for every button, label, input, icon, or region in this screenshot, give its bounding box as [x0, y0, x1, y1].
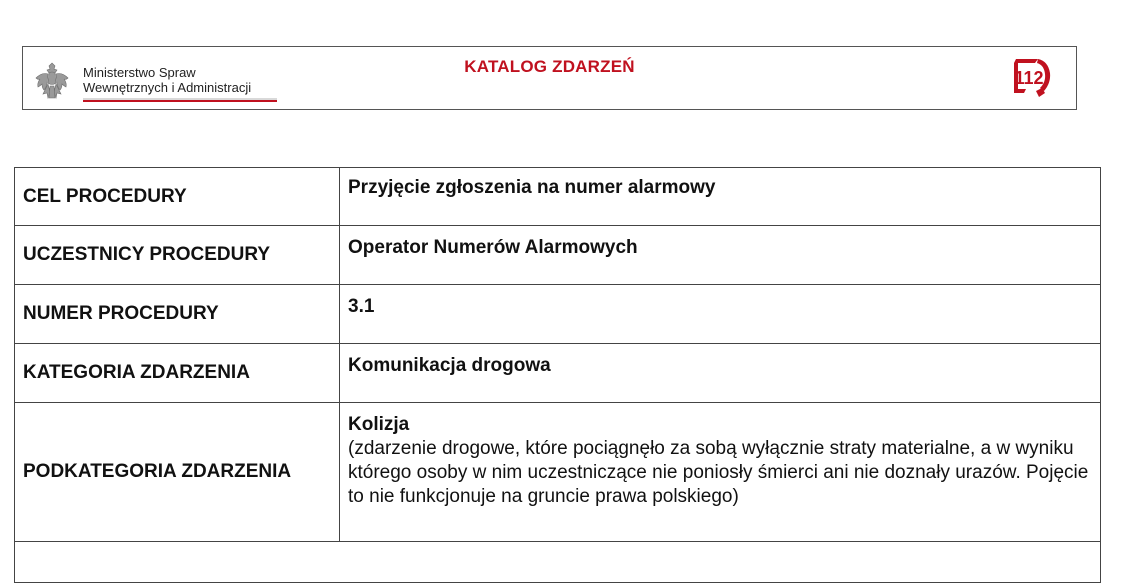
- subcategory-name: Kolizja: [348, 414, 410, 435]
- emergency-112-logo-icon: [1006, 53, 1054, 103]
- row-value: Przyjęcie zgłoszenia na numer alarmowy: [340, 168, 1101, 226]
- row-value-with-description: [340, 403, 1101, 542]
- row-label: KATEGORIA ZDARZENIA: [15, 344, 340, 403]
- table-row: [15, 226, 1101, 285]
- flag-stripe-red: [83, 100, 277, 102]
- row-value: Operator Numerów Alarmowych: [340, 226, 1101, 285]
- table-row: [15, 168, 1101, 226]
- table-row: [15, 403, 1101, 542]
- page-title: KATALOG ZDARZEŃ: [464, 57, 635, 76]
- table-row: [15, 285, 1101, 344]
- document-header: [22, 46, 1077, 110]
- row-label: PODKATEGORIA ZDARZENIA: [15, 403, 340, 542]
- row-value: Komunikacja drogowa: [340, 344, 1101, 403]
- empty-cell: [15, 542, 1101, 583]
- table-row-empty: [15, 542, 1101, 583]
- subcategory-description: (zdarzenie drogowe, które pociągnęło za sobą wyłącznie straty materialne, a w wyniku którego osoby w nim uczestniczące nie poniosły śmierci ani nie doznały urazów. Pojęcie to nie funkcjonuje na gruncie prawa polskiego): [348, 438, 1089, 507]
- row-label: UCZESTNICY PROCEDURY: [15, 226, 340, 285]
- emergency-logo-text: 112: [1014, 68, 1044, 88]
- table-row: [15, 344, 1101, 403]
- row-value: 3.1: [340, 285, 1101, 344]
- row-label: CEL PROCEDURY: [15, 168, 340, 226]
- procedure-table: [14, 167, 1101, 583]
- row-label: NUMER PROCEDURY: [15, 285, 340, 344]
- ministry-name-line1: Ministerstwo Spraw: [83, 65, 196, 80]
- ministry-name-line2: Wewnętrznych i Administracji: [83, 80, 252, 95]
